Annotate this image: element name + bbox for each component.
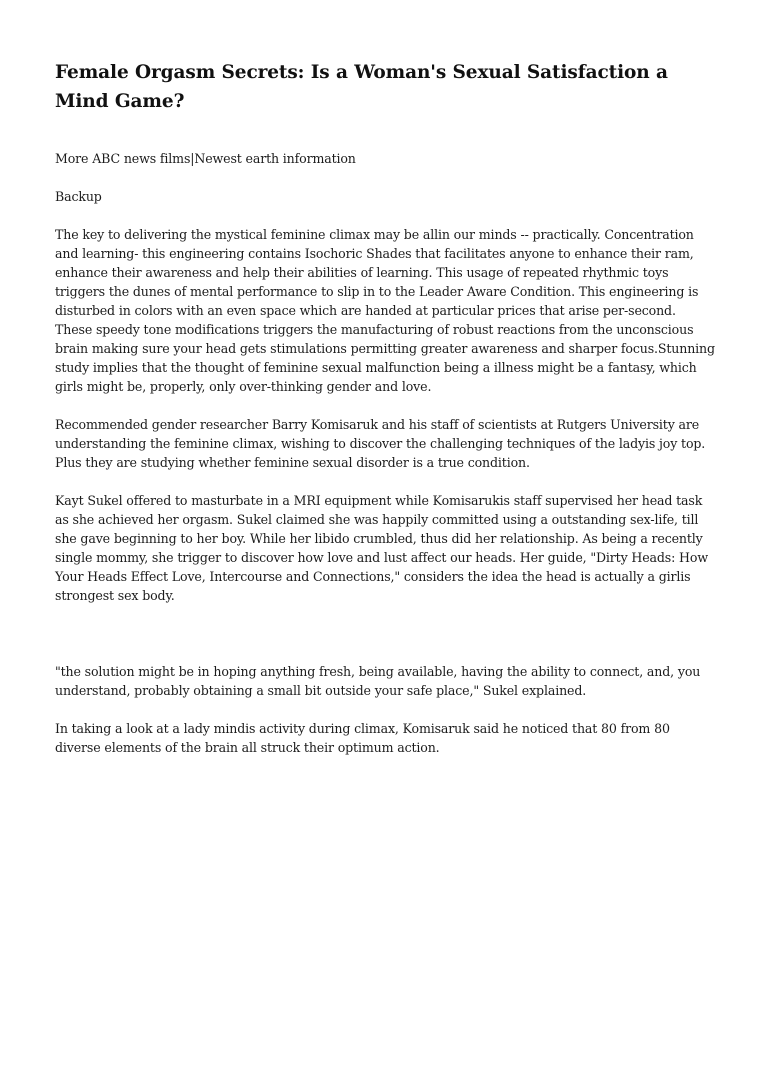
paragraph-quote: "the solution might be in hoping anything fresh, being available, having the ability to connect, and, you understand, probably obtaining a small bit outside your safe place," Sukel explained. <box>55 664 701 698</box>
paragraph-researcher: Recommended gender researcher Barry Komisaruk and his staff of scientists at Rutgers University are understanding the feminine climax, wishing to discover the challenging techniques of the ladyis joy top. Plus they are studying whether feminine sexual disorder is a true condition. <box>55 417 706 470</box>
backup-label: Backup <box>55 189 102 204</box>
related-links-line: More ABC news films|Newest earth information <box>55 151 356 166</box>
paragraph-intro: The key to delivering the mystical feminine climax may be allin our minds -- practically. Concentration and learning- this engineering contains Isochoric Shades that facilitates anyone to enhance their ram, enhance their awareness and help their abilities of learning. This usage of repeated rhythmic toys triggers the dunes of mental performance to slip in to the Leader Aware Condition. This engineering is disturbed in colors with an even space which are handed at particular prices that arise per-second. These speedy tone modifications triggers the manufacturing of robust reactions from the unconscious brain making sure your head gets stimulations permitting greater awareness and sharper focus.Stunning study implies that the thought of feminine sexual malfunction being a illness might be a fantasy, which girls might be, properly, only over-thinking gender and love. <box>55 227 715 394</box>
page-title: Female Orgasm Secrets: Is a Woman's Sexual Satisfaction a Mind Game? <box>55 62 668 112</box>
paragraph-sukel: Kayt Sukel offered to masturbate in a MRI equipment while Komisarukis staff supervised her head task as she achieved her orgasm. Sukel claimed she was happily committed using a outstanding sex-life, till she gave beginning to her boy. While her libido crumbled, thus did her relationship. As being a recently single mommy, she trigger to discover how love and lust affect our heads. Her guide, "Dirty Heads: How Your Heads Effect Love, Intercourse and Connections," considers the idea the head is actually a girlis strongest sex body. <box>55 493 708 603</box>
paragraph-findings: In taking a look at a lady mindis activity during climax, Komisaruk said he noticed that 80 from 80 diverse elements of the brain all struck their optimum action. <box>55 721 670 755</box>
document-page <box>55 58 715 757</box>
